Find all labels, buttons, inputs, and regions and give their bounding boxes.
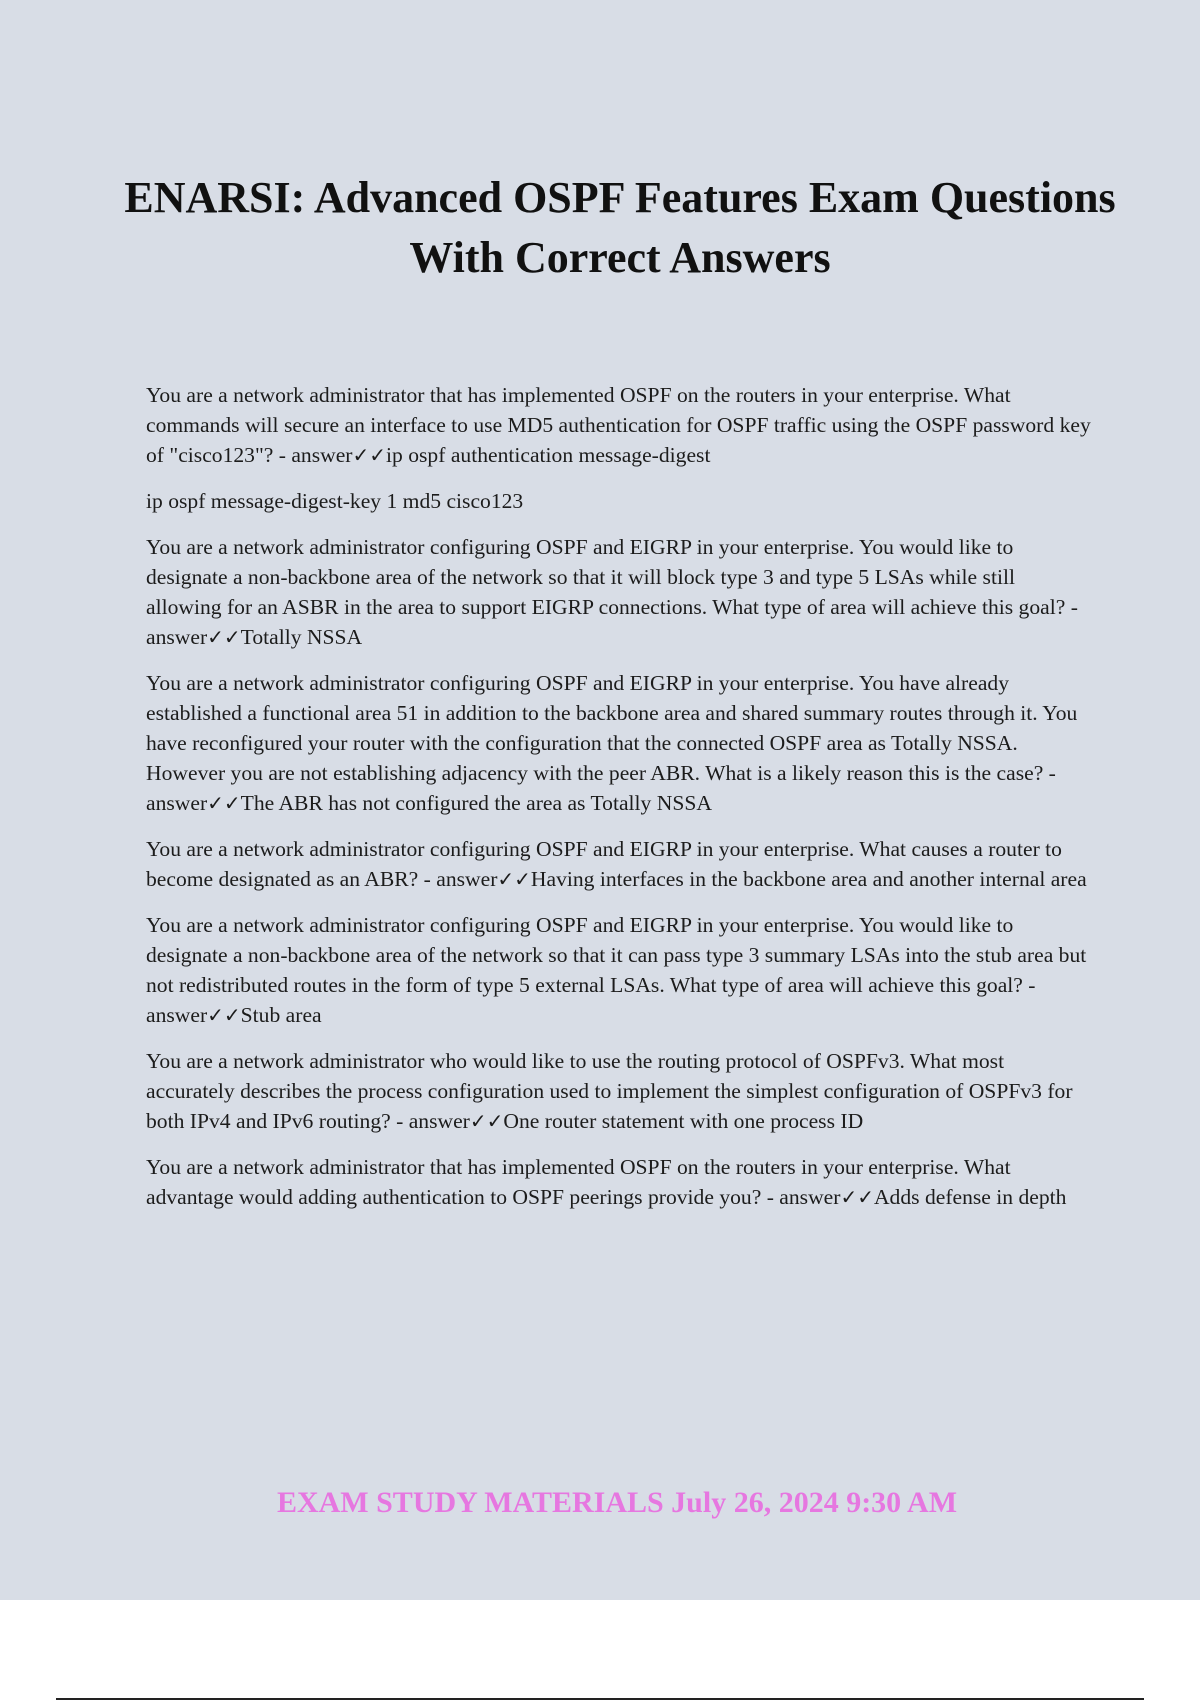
answer-text: Totally NSSA [240,625,363,649]
question-text: You are a network administrator who would like to use the routing protocol of OSPFv3. What most accurately describes the process configuration used to implement the simplest configuration of OSPFv3 for both IPv4 and IPv6 routing? - answer [146,1049,1073,1133]
answer-check-icon: ✓✓ [352,443,387,467]
qa-item [146,532,1092,652]
qa-item [146,1046,1092,1136]
question-text: You are a network administrator that has implemented OSPF on the routers in your enterprise. What commands will secure an interface to use MD5 authentication for OSPF traffic using the OSPF password key of "cisco123"? - answer [146,383,1091,467]
document-title: ENARSI: Advanced OSPF Features Exam Questions With Correct Answers [124,173,1116,282]
qa-item [146,380,1092,470]
qa-item [146,1152,1092,1212]
qa-list [146,380,1092,1228]
qa-item [146,486,1092,516]
watermark-stamp: EXAM STUDY MATERIALS July 26, 2024 9:30 AM [276,1486,958,1519]
qa-item [146,834,1092,894]
question-text: You are a network administrator that has implemented OSPF on the routers in your enterprise. What advantage would adding authentication to OSPF peerings provide you? - answer [146,1155,1011,1209]
answer-text: Adds defense in depth [873,1185,1067,1209]
answer-text: Stub area [240,1003,322,1027]
qa-item [146,910,1092,1030]
question-text: You are a network administrator configuring OSPF and EIGRP in your enterprise. You would like to designate a non-backbone area of the network so that it can pass type 3 summary LSAs into the stub area but not redistributed routes in the form of type 5 external LSAs. What type of area will achieve this goal? - answer [146,913,1087,1027]
answer-check-icon: ✓✓ [207,625,241,649]
answer-text: One router statement with one process ID [503,1109,864,1133]
answer-text: Having interfaces in the backbone area and another internal area [530,867,1087,891]
answer-text: ip ospf message-digest-key 1 md5 cisco123 [146,489,524,513]
answer-check-icon: ✓✓ [469,1109,504,1133]
answer-check-icon: ✓✓ [207,1003,241,1027]
question-text: You are a network administrator configuring OSPF and EIGRP in your enterprise. What causes a router to become designated as an ABR? - answer [146,837,1062,891]
answer-text: The ABR has not configured the area as Totally NSSA [240,791,712,815]
question-text: You are a network administrator configuring OSPF and EIGRP in your enterprise. You have already established a functional area 51 in addition to the backbone area and shared summary routes through it. You have reconfigured your router with the configuration that the connected OSPF area as Totally NSSA. However you are not establishing adjacency with the peer ABR. What is a likely reason this is the case? - answer [146,671,1078,815]
answer-check-icon: ✓✓ [840,1185,874,1209]
question-text: You are a network administrator configuring OSPF and EIGRP in your enterprise. You would like to designate a non-backbone area of the network so that it will block type 3 and type 5 LSAs while still allowing for an ASBR in the area to support EIGRP connections. What type of area will achieve this goal? - answer [146,535,1078,649]
qa-item [146,668,1092,818]
answer-check-icon: ✓✓ [207,791,241,815]
answer-check-icon: ✓✓ [497,867,531,891]
answer-text: ip ospf authentication message-digest [386,443,711,467]
